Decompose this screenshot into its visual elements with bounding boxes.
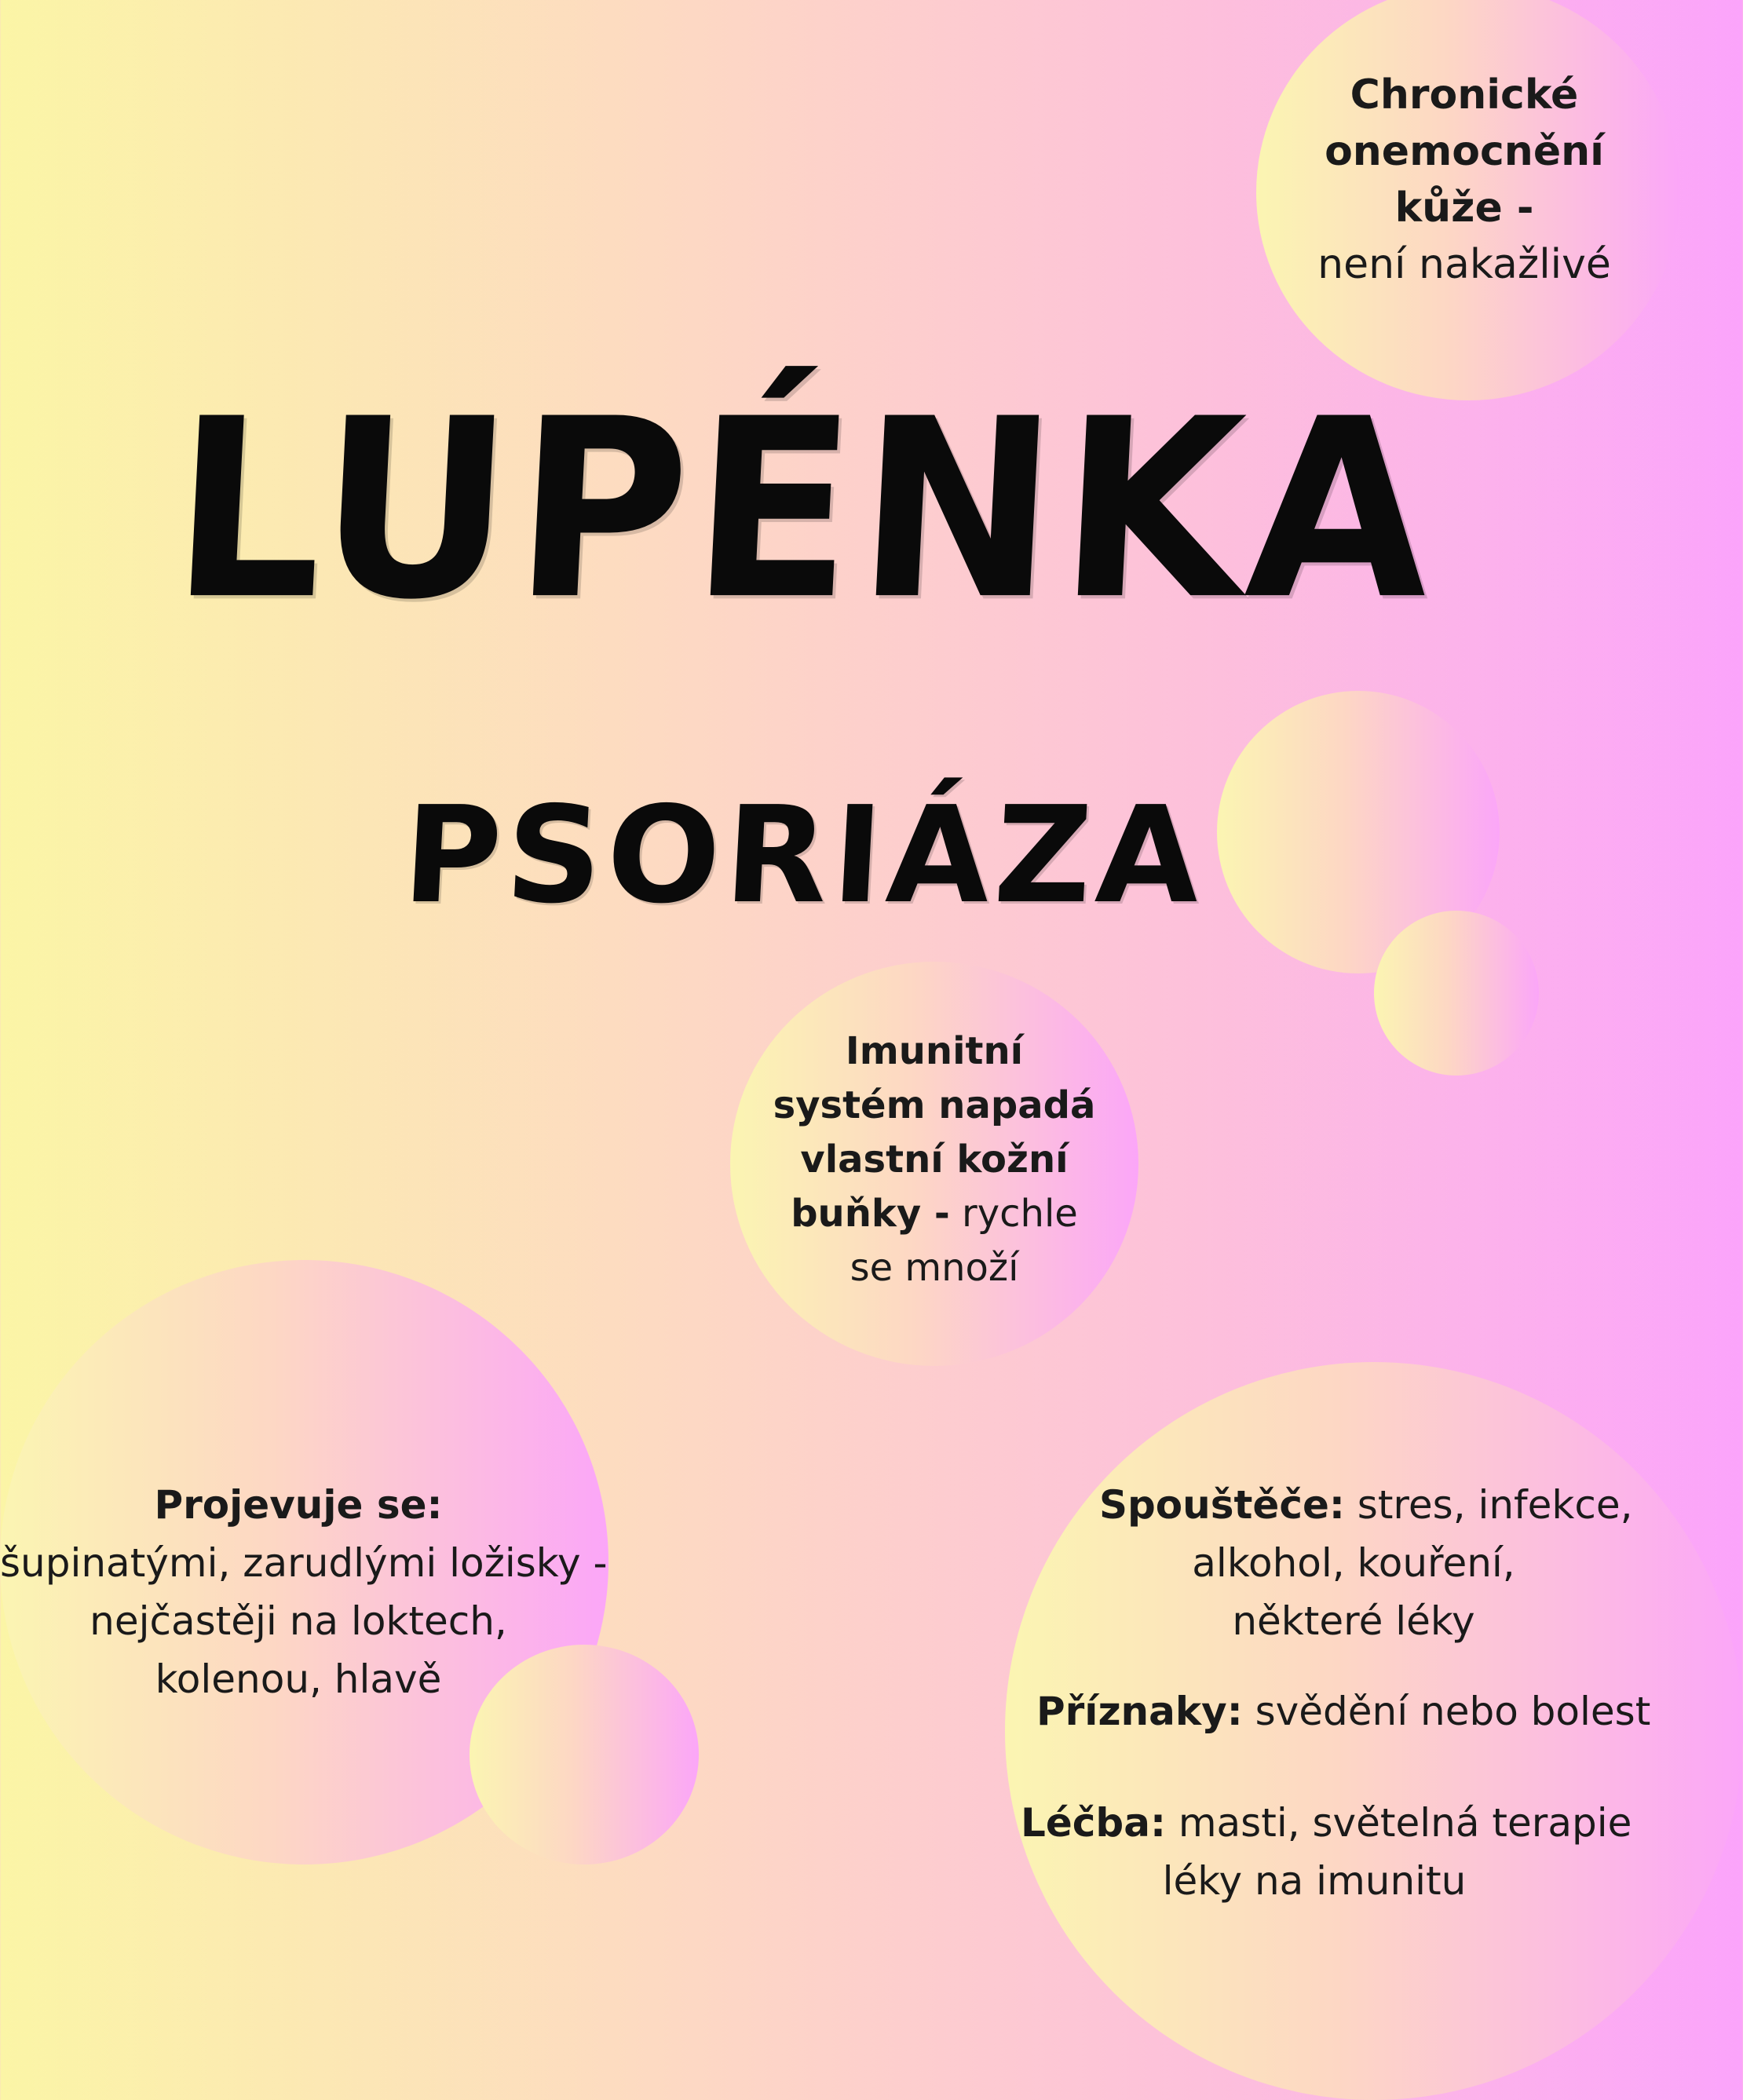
symptoms-rest: svědění nebo bolest — [1242, 1689, 1651, 1734]
manifest-text-block — [0, 1476, 608, 1708]
triggers-line-3: některé léky — [1232, 1598, 1475, 1644]
immune-line-4 — [738, 1187, 1131, 1241]
immune-line-4-bold: buňky - — [791, 1192, 950, 1236]
chronic-line-1: Chronické — [1350, 71, 1579, 119]
chronic-line-3: kůže - — [1394, 184, 1534, 232]
manifest-line-2: nejčastěji na loktech, — [90, 1598, 507, 1644]
immune-line-3: vlastní kožní — [800, 1138, 1069, 1181]
triggers-line-1 — [1099, 1476, 1633, 1534]
immune-line-5: se množí — [850, 1246, 1019, 1290]
immune-text-block — [738, 1024, 1131, 1295]
manifest-heading: Projevuje se: — [154, 1482, 443, 1528]
symptoms-line — [1036, 1682, 1651, 1740]
triggers-line-2: alkohol, kouření, — [1192, 1540, 1515, 1586]
immune-line-1: Imunitní — [845, 1029, 1024, 1073]
immune-line-4-rest: rychle — [949, 1192, 1078, 1236]
treatment-line-1 — [1021, 1794, 1632, 1852]
symptoms-text-block — [1036, 1682, 1651, 1740]
chronic-line-2: onemocnění — [1325, 128, 1604, 175]
symptoms-label: Příznaky: — [1036, 1689, 1243, 1734]
manifest-line-3: kolenou, hlavě — [155, 1656, 442, 1702]
chronic-text-block — [1272, 67, 1657, 293]
immune-line-2: systém napadá — [773, 1083, 1096, 1127]
treatment-label: Léčba: — [1021, 1800, 1166, 1846]
treatment-rest: masti, světelná terapie — [1165, 1800, 1632, 1846]
manifest-line-1: šupinatými, zarudlými ložisky - — [0, 1540, 608, 1586]
triggers-text-block — [1099, 1476, 1633, 1650]
treatment-text-block — [1021, 1794, 1632, 1910]
chronic-line-4: není nakažlivé — [1317, 241, 1611, 288]
treatment-line-2: léky na imunitu — [1162, 1858, 1467, 1904]
page-title: LUPÉNKA — [166, 366, 1442, 654]
page-subtitle: PSORIÁZA — [399, 778, 1209, 933]
triggers-label: Spouštěče: — [1099, 1482, 1345, 1528]
triggers-line-1-rest: stres, infekce, — [1344, 1482, 1633, 1528]
